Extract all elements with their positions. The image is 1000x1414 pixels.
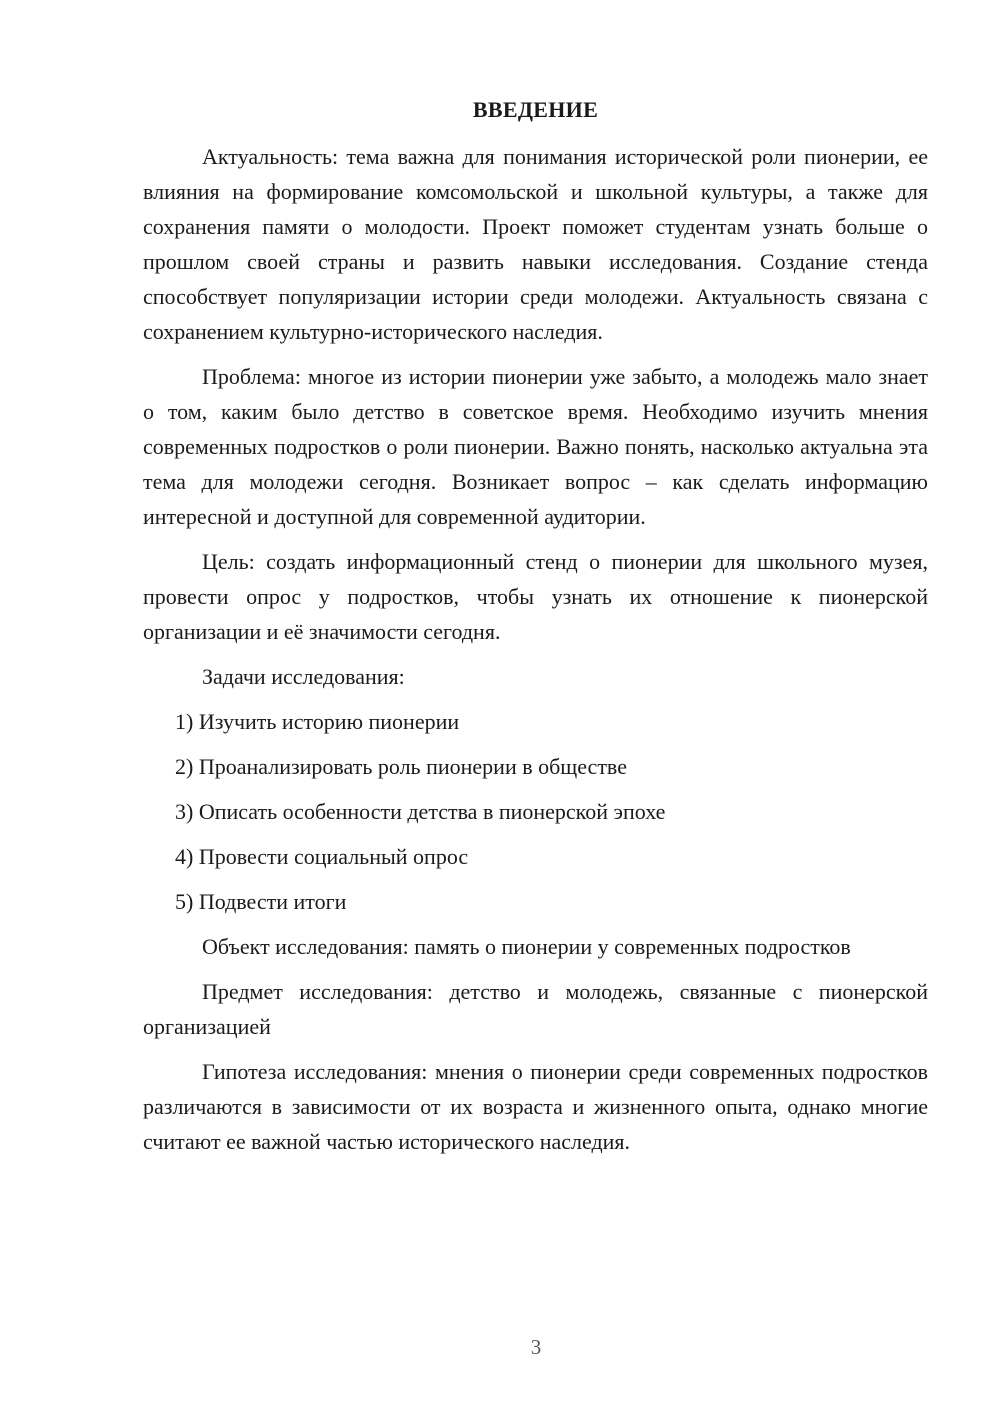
list-item: 5) Подвести итоги — [175, 889, 347, 914]
list-item: 3) Описать особенности детства в пионерской эпохе — [175, 799, 666, 824]
page-number: 3 — [530, 1335, 542, 1359]
tasks-heading: Задачи исследования: — [202, 664, 405, 689]
relevance-paragraph: Актуальность: тема важна для понимания исторической роли пионерии, ее влияния на формирование комсомольской и школьной культуры, а также для сохранения памяти о молодости. Проект поможет студентам узнать больше о прошлом своей страны и развить навыки исследования. Создание стенда способствует популяризации истории среди молодежи. Актуальность связана с сохранением культурно-исторического наследия. — [143, 144, 928, 344]
list-item: 2) Проанализировать роль пионерии в обществе — [175, 754, 627, 779]
section-title: ВВЕДЕНИЕ — [472, 97, 599, 122]
document-page — [143, 95, 928, 1169]
object-paragraph: Объект исследования: память о пионерии у современных подростков — [202, 934, 851, 959]
list-item: 4) Провести социальный опрос — [175, 844, 469, 869]
problem-paragraph: Проблема: многое из истории пионерии уже забыто, а молодежь мало знает о том, каким было детство в советское время. Необходимо изучить мнения современных подростков о роли пионерии. Важно понять, насколько актуальна эта тема для молодежи сегодня. Возникает вопрос – как сделать информацию интересной и доступной для современной аудитории. — [143, 364, 928, 529]
list-item: 1) Изучить историю пионерии — [175, 709, 460, 734]
goal-paragraph: Цель: создать информационный стенд о пионерии для школьного музея, провести опрос у подростков, чтобы узнать их отношение к пионерской организации и её значимости сегодня. — [143, 549, 928, 644]
hypothesis-paragraph: Гипотеза исследования: мнения о пионерии среди современных подростков различаются в зависимости от их возраста и жизненного опыта, однако многие считают ее важной частью исторического наследия. — [143, 1059, 928, 1154]
subject-paragraph: Предмет исследования: детство и молодежь, связанные с пионерской организацией — [143, 979, 928, 1039]
task-list — [143, 704, 928, 919]
